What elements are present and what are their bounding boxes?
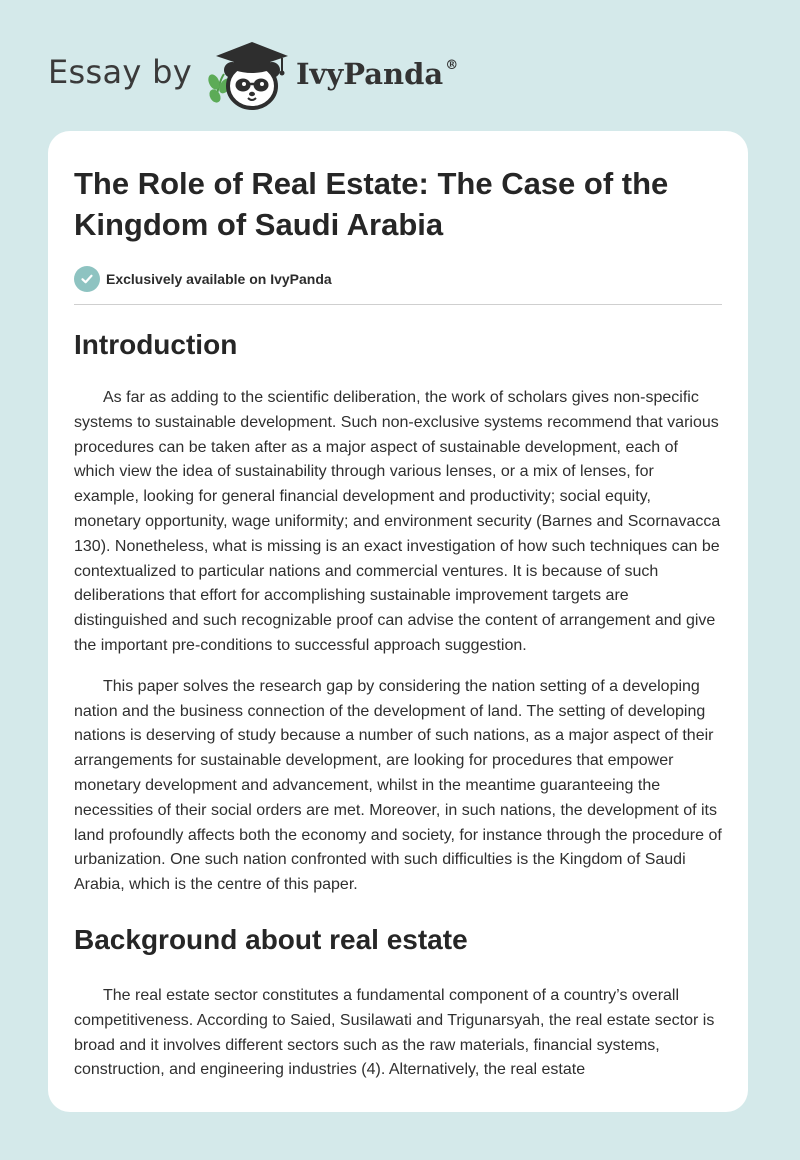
paragraph: As far as adding to the scientific deliberation, the work of scholars gives non-specific systems to sustainable development. Such non-exclusive systems recommend that various procedures can be taken after as a major aspect of sustainable development, each of which view the idea of sustainability through various lenses, or a mix of lenses, for example, looking for general financial development and productivity; social equity, monetary opportunity, wage uniformity; and environment security (Barnes and Scornavacca 130). Nonetheless, what is missing is an exact investigation of how such techniques can be contextualized to particular nations and commercial ventures. It is because of such deliberations that effort for accomplishing sustainable improvement targets are distinguished and such recognizable proof can advise the content of arrangement and give the important pre-conditions to successful approach suggestion. <box>74 389 721 654</box>
registered-mark: ® <box>445 58 459 74</box>
paragraph: This paper solves the research gap by considering the nation setting of a developing nation and the business connection of the development of land. The setting of developing nations is deserving of study because a number of such nations, as a major aspect of their arrangements for sustainable development, are looking for procedures that empower monetary development and advancement, whilst in the meantime guaranteeing the necessities of their social orders are met. Moreover, in such nations, the development of its land profoundly affects both the economy and society, for instance through the procedure of urbanization. One such nation confronted with such difficulties is the Kingdom of Saudi Arabia, which is the centre of this paper. <box>74 677 722 894</box>
section-heading-introduction: Introduction <box>74 329 238 360</box>
essay-title: The Role of Real Estate: The Case of the Kingdom of Saudi Arabia <box>74 166 669 242</box>
exclusive-badge <box>74 266 722 292</box>
panda-graduate-logo-icon[interactable] <box>206 30 292 114</box>
site-header <box>48 30 458 114</box>
brand-name[interactable] <box>296 57 458 91</box>
essay-card <box>48 131 748 1112</box>
paragraph: The real estate sector constitutes a fundamental component of a country’s overall competitiveness. According to Saied, Susilawati and Trigunarsyah, the real estate sector is broad and it involves different sectors such as the raw materials, financial systems, construction, and engineering industries (4). Alternatively, the real estate <box>74 986 715 1079</box>
brand-prefix: Essay by <box>48 53 192 91</box>
exclusive-badge-text: Exclusively available on IvyPanda <box>106 271 332 287</box>
section-heading-background: Background about real estate <box>74 923 468 955</box>
brand-name-text: IvyPanda <box>295 57 444 91</box>
check-circle-icon <box>74 266 100 292</box>
title-divider <box>74 304 722 305</box>
